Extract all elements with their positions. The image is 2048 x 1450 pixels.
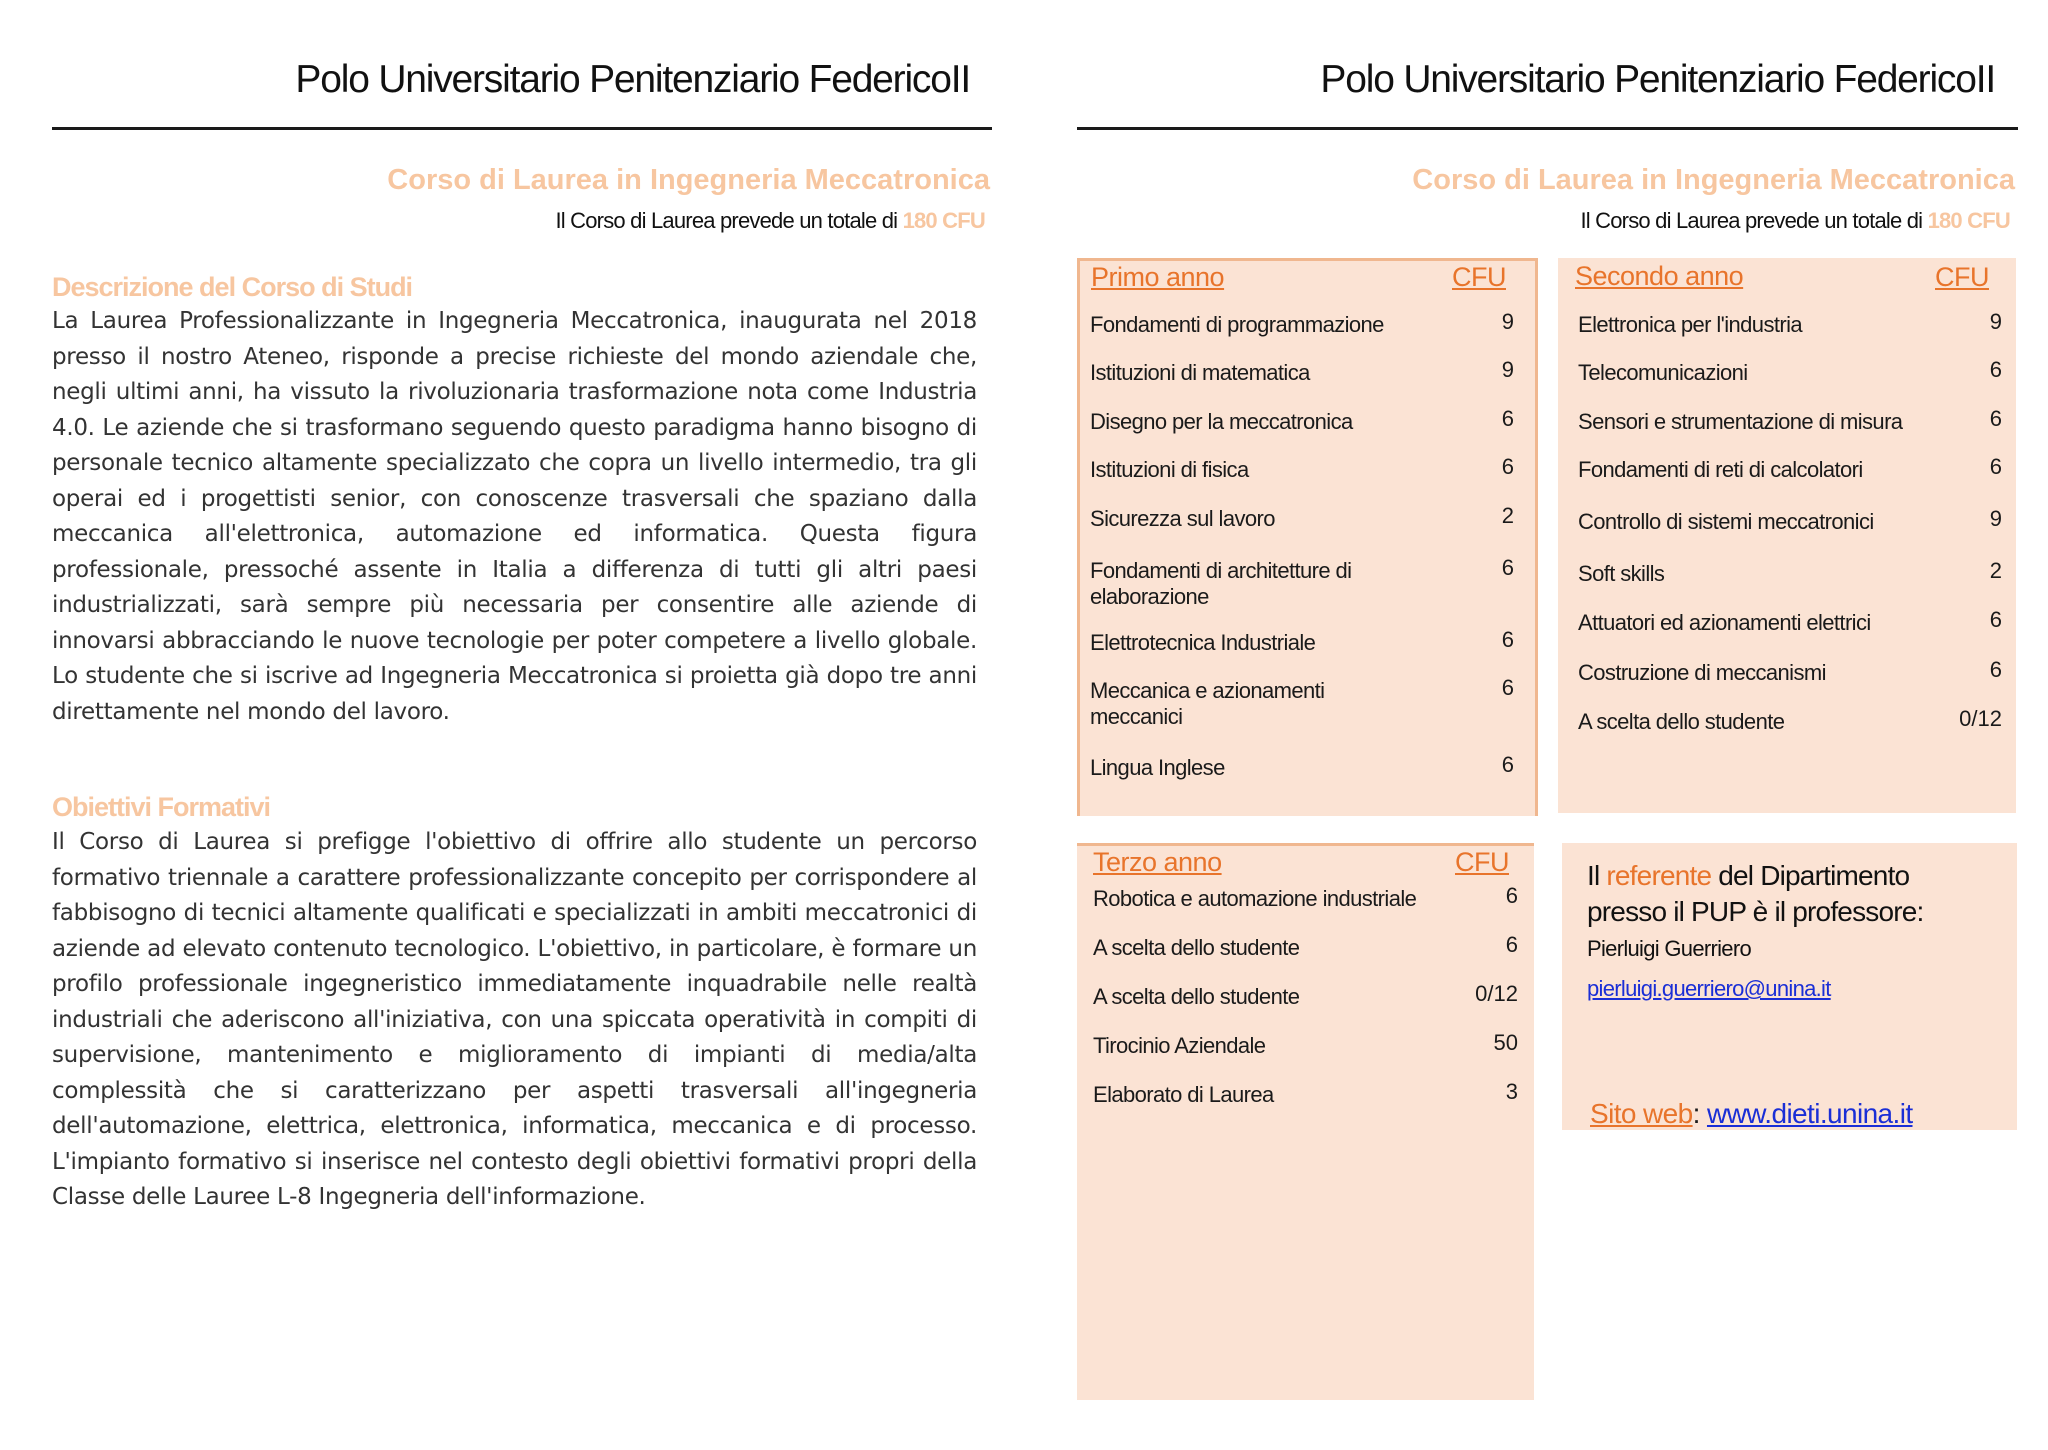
course-row <box>1090 503 1520 532</box>
course-row <box>1093 883 1523 912</box>
course-row <box>1090 627 1520 656</box>
course-name: Fondamenti di reti di calcolatori <box>1578 457 1863 482</box>
referente-highlight: referente <box>1606 860 1712 891</box>
course-cfu: 6 <box>1989 657 2002 682</box>
course-cfu: 6 <box>1501 555 1514 580</box>
obiettivi-heading: Obiettivi Formativi <box>52 792 271 822</box>
course-name: Meccanica e azionamenti meccanici <box>1090 678 1325 729</box>
course-cfu: 6 <box>1501 675 1514 700</box>
course-row <box>1093 932 1523 961</box>
course-name: Elaborato di Laurea <box>1093 1082 1274 1107</box>
course-cfu: 9 <box>1501 309 1514 334</box>
course-name: Costruzione di meccanismi <box>1578 660 1826 685</box>
secondo-anno-cfu-header: CFU <box>1935 262 1989 292</box>
terzo-anno-cfu-header: CFU <box>1455 847 1509 877</box>
course-title-right: Corso di Laurea in Ingegneria Meccatronica <box>1412 164 2015 196</box>
terzo-anno-box <box>1077 843 1534 1400</box>
course-cfu: 6 <box>1989 607 2002 632</box>
course-name: Fondamenti di architetture di elaborazione <box>1090 558 1352 609</box>
referente-line-2: presso il PUP è il professore: <box>1587 896 1924 927</box>
descrizione-text: La Laurea Professionalizzante in Ingegneria Meccatronica, inaugurata nel 2018 presso il nostro Ateneo, risponde a precise richieste del mondo aziendale che, negli ultimi anni, ha vissuto la rivoluzionaria trasformazione nota come Industria 4.0. Le aziende che si trasformano seguendo questo paradigma hanno bisogno di personale tecnico altamente specializzato che copra un livello intermedio, tra gli operai ed i progettisti senior, con conoscenze trasversali che spaziano dalla meccanica all'elettronica, automazione ed informatica. Questa figura professionale, pressoché assente in Italia a differenza di tutti gli altri paesi industrializzati, sarà sempre più necessaria per consentire alle aziende di innovarsi abbracciando le nuove tecnologie per poter competere a livello globale. Lo studente che si iscrive ad Ingegneria Meccatronica si proietta già dopo tre anni direttamente nel mondo del lavoro. <box>52 308 977 725</box>
referente-suffix: del Dipartimento <box>1718 860 1910 891</box>
secondo-anno-title: Secondo anno <box>1575 261 1744 291</box>
course-row <box>1578 607 2008 636</box>
course-cfu: 2 <box>1501 503 1514 528</box>
university-title-right: Polo Universitario Penitenziario FedericoII <box>1320 58 1995 101</box>
course-name: Controllo di sistemi meccatronici <box>1578 509 1874 534</box>
site-url-link[interactable]: www.dieti.unina.it <box>1706 1098 1913 1129</box>
course-title-left: Corso di Laurea in Ingegneria Meccatronica <box>387 164 990 196</box>
course-name: Istituzioni di matematica <box>1090 360 1310 385</box>
site-label[interactable]: Sito web <box>1590 1098 1693 1129</box>
cfu-total-prefix: Il Corso di Laurea prevede un totale di <box>555 208 898 233</box>
course-name: Soft skills <box>1578 561 1665 586</box>
course-row <box>1578 657 2008 686</box>
cfu-total-left <box>200 208 985 234</box>
course-row <box>1578 309 2008 338</box>
primo-anno-cfu-header: CFU <box>1452 262 1506 292</box>
course-name: Elettrotecnica Industriale <box>1090 630 1316 655</box>
course-name: Elettronica per l'industria <box>1578 312 1803 337</box>
course-row <box>1578 357 2008 386</box>
course-cfu: 0/12 <box>1959 706 2002 731</box>
course-cfu: 6 <box>1505 932 1518 957</box>
referente-prefix: Il <box>1587 860 1600 891</box>
course-cfu: 6 <box>1989 357 2002 382</box>
course-row <box>1093 1079 1523 1108</box>
course-name: Attuatori ed azionamenti elettrici <box>1578 610 1871 635</box>
header-rule-left <box>52 127 992 130</box>
course-cfu: 3 <box>1505 1079 1518 1104</box>
referente-line-1 <box>1587 858 2007 894</box>
descrizione-heading: Descrizione del Corso di Studi <box>52 272 413 302</box>
course-name: Sensori e strumentazione di misura <box>1578 409 1903 434</box>
course-row <box>1578 506 2008 535</box>
referente-email-link[interactable]: pierluigi.guerriero@unina.it <box>1587 976 1831 1001</box>
course-row <box>1578 454 2008 483</box>
course-row <box>1090 357 1520 386</box>
course-cfu: 6 <box>1989 406 2002 431</box>
cfu-total-right <box>1220 208 2010 234</box>
obiettivi-text: Il Corso di Laurea si prefigge l'obiettivo di offrire allo studente un percorso formativo triennale a carattere professionalizzante concepito per corrispondere al fabbisogno di tecnici altamente qualificati e specializzati in ambiti meccatronici di aziende ad elevato contenuto tecnologico. L'obiettivo, in particolare, è formare un profilo professionale ingegneristico immediatamente inquadrabile nelle realtà industriali che aderiscono all'iniziativa, con una spiccata operatività in compiti di supervisione, mantenimento e miglioramento di impianti di media/alta complessità che si caratterizzano per aspetti trasversali all'ingegneria dell'automazione, elettrica, elettronica, informatica, meccanica e di processo. L'impianto formativo si inserisce nel contesto degli obiettivi formativi propri della Classe delle Lauree L-8 Ingegneria dell'informazione. <box>52 829 977 1210</box>
course-row <box>1090 555 1520 610</box>
course-cfu: 6 <box>1501 752 1514 777</box>
course-row <box>1090 675 1520 730</box>
referente-name: Pierluigi Guerriero <box>1587 936 1751 961</box>
course-row <box>1090 454 1520 483</box>
course-row <box>1090 752 1520 781</box>
course-cfu: 0/12 <box>1475 981 1518 1006</box>
header-rule-right <box>1077 127 2018 130</box>
university-title-left: Polo Universitario Penitenziario FedericoII <box>295 58 970 101</box>
site-line <box>1590 1098 1913 1130</box>
course-name: Telecomunicazioni <box>1578 360 1748 385</box>
course-cfu: 6 <box>1501 627 1514 652</box>
course-row <box>1093 981 1523 1010</box>
course-cfu: 6 <box>1505 883 1518 908</box>
course-name: Disegno per la meccatronica <box>1090 409 1353 434</box>
cfu-total-value: 180 CFU <box>902 208 985 233</box>
course-cfu: 2 <box>1989 558 2002 583</box>
course-row <box>1093 1030 1523 1059</box>
course-name: Sicurezza sul lavoro <box>1090 506 1275 531</box>
terzo-anno-title: Terzo anno <box>1093 847 1222 877</box>
course-cfu: 9 <box>1501 357 1514 382</box>
course-name: Istituzioni di fisica <box>1090 457 1249 482</box>
site-sep: : <box>1692 1098 1700 1129</box>
course-cfu: 9 <box>1989 506 2002 531</box>
course-cfu: 6 <box>1501 406 1514 431</box>
course-row <box>1578 706 2008 735</box>
primo-anno-box <box>1077 258 1538 816</box>
course-row <box>1090 309 1520 338</box>
course-cfu: 50 <box>1493 1030 1518 1055</box>
course-row <box>1578 406 2008 435</box>
cfu-total-value: 180 CFU <box>1927 208 2010 233</box>
course-name: Lingua Inglese <box>1090 755 1225 780</box>
primo-anno-title: Primo anno <box>1091 262 1225 292</box>
course-row <box>1090 406 1520 435</box>
course-name: Tirocinio Aziendale <box>1093 1033 1266 1058</box>
cfu-total-prefix: Il Corso di Laurea prevede un totale di <box>1580 208 1923 233</box>
course-name: A scelta dello studente <box>1093 984 1300 1009</box>
course-cfu: 9 <box>1989 309 2002 334</box>
course-cfu: 6 <box>1501 454 1514 479</box>
course-name: A scelta dello studente <box>1093 935 1300 960</box>
course-name: A scelta dello studente <box>1578 709 1785 734</box>
course-name: Robotica e automazione industriale <box>1093 886 1417 911</box>
course-cfu: 6 <box>1989 454 2002 479</box>
course-row <box>1578 558 2008 587</box>
course-name: Fondamenti di programmazione <box>1090 312 1384 337</box>
